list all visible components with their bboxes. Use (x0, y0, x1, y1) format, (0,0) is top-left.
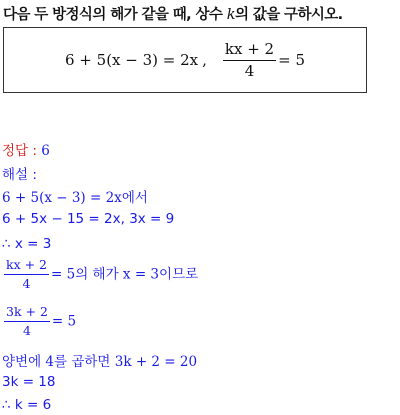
solution-line-4-math-2: x = 3 (122, 266, 160, 283)
equation-1: 6 + 5(x − 3) = 2x (65, 51, 199, 69)
answer-value: 6 (41, 143, 50, 159)
solution-line-5-rhs: = 5 (51, 313, 77, 330)
solution-line-4-text-2: 이므로 (159, 266, 199, 283)
solution-line-6-math-1: 4 (45, 354, 55, 370)
answer-label: 정답 : (2, 143, 42, 159)
question-text (3, 3, 343, 24)
solution-line-4-numerator: kx + 2 (4, 258, 49, 275)
solution-line-5-fraction (4, 305, 50, 338)
solution-line-5 (2, 305, 76, 338)
explanation-label: 해설 : (2, 167, 37, 183)
equation-2-numerator: kx + 2 (223, 41, 276, 61)
solution-line-4 (2, 258, 198, 291)
equation-separator: , (202, 51, 207, 69)
answer-line (2, 139, 50, 159)
solution-line-3: ∴ x = 3 (2, 236, 52, 252)
solution-line-1-text: 에서 (121, 190, 148, 206)
solution-line-1 (2, 186, 148, 206)
solution-line-2: 6 + 5x − 15 = 2x, 3x = 9 (2, 211, 175, 227)
solution-line-5-denominator: 4 (22, 322, 31, 338)
solution-line-4-rhs: = 5 (51, 266, 76, 283)
solution-line-8: ∴ k = 6 (2, 397, 52, 413)
question-pre: 다음 두 방정식의 해가 같을 때, 상수 (3, 7, 227, 23)
equation-2-rhs: = 5 (278, 51, 305, 69)
solution-line-4-denominator: 4 (22, 275, 31, 291)
solution-line-1-math: 6 + 5(x − 3) = 2x (2, 190, 122, 206)
solution-line-5-numerator: 3k + 2 (4, 305, 50, 322)
equation-box (3, 27, 367, 93)
solution-line-6 (2, 350, 197, 370)
solution-line-7: 3k = 18 (2, 374, 56, 390)
solution-line-6-math-2: 3k + 2 = 20 (114, 354, 198, 370)
solution-line-6-text-2: 를 곱하면 (54, 354, 115, 370)
solution-line-4-fraction (4, 258, 49, 291)
solution-line-4-text-1: 의 해가 (75, 266, 123, 283)
equation-2-denominator: 4 (244, 61, 255, 80)
equation-2-fraction (223, 41, 276, 79)
question-var: k (226, 7, 235, 23)
equation-line (4, 28, 366, 92)
question-post: 의 값을 구하시오. (234, 7, 343, 23)
solution-line-6-text-1: 양변에 (2, 354, 46, 370)
